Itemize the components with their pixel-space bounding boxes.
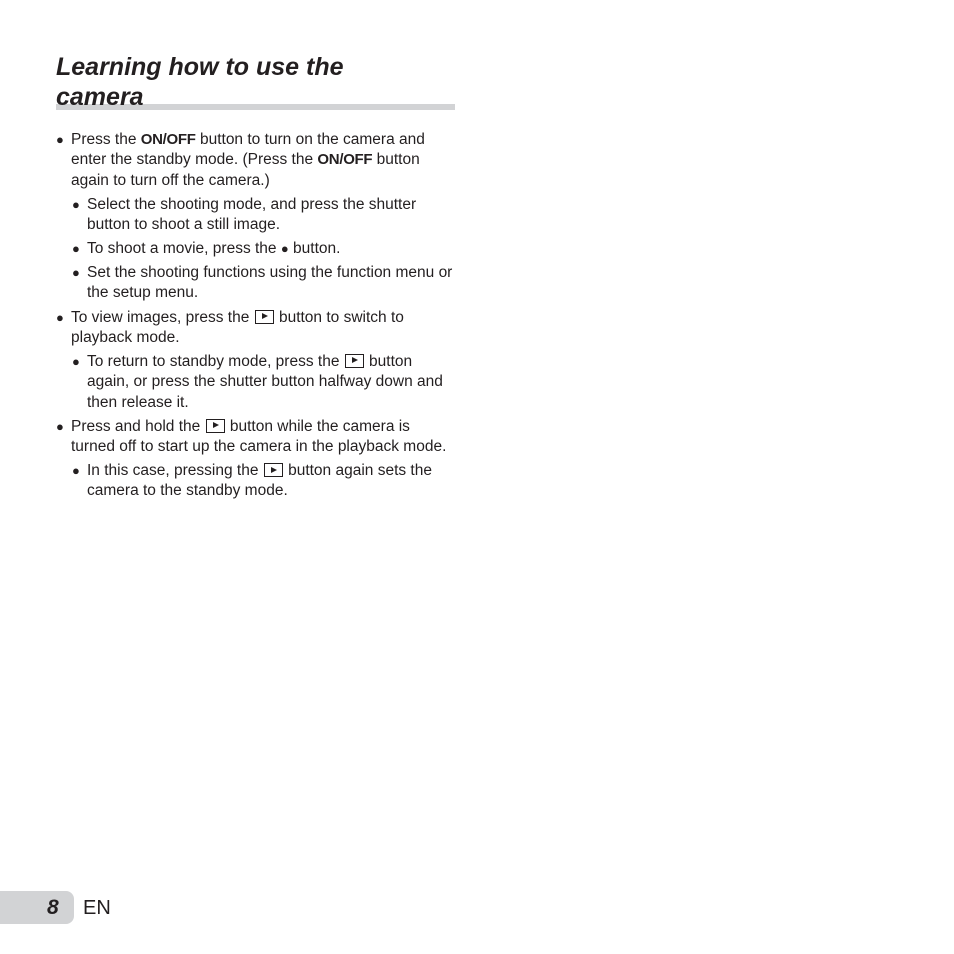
playback-button-icon xyxy=(264,463,283,477)
page-number: 8 xyxy=(47,896,59,919)
language-code: EN xyxy=(83,897,111,919)
bullet-icon: ● xyxy=(72,265,80,281)
bullet-icon: ● xyxy=(72,353,80,369)
on-off-button-label: ON/OFF xyxy=(317,151,373,169)
bullet-icon: ● xyxy=(56,309,64,325)
page-title xyxy=(56,52,456,112)
list-item-power: ● Press the ON/OFF button to turn on the camera and enter the standby mode. (Press the ON/OFF button again to turn off the camera.) xyxy=(56,131,425,189)
instruction-list xyxy=(56,130,458,505)
page-title-line-2: camera xyxy=(56,83,144,111)
list-item-press-and-hold: ● Press and hold the button while the camera is turned off to start up the camera in the playback mode. xyxy=(56,417,447,455)
bullet-icon: ● xyxy=(72,196,80,212)
list-item-return-standby: ● To return to standby mode, press the button again, or press the shutter button halfway down and then release it. xyxy=(72,352,443,411)
playback-button-icon xyxy=(255,310,274,324)
list-item-view-images: ● To view images, press the button to switch to playback mode. xyxy=(56,308,404,346)
section-header xyxy=(56,52,456,112)
playback-button-icon xyxy=(206,419,225,433)
bullet-icon: ● xyxy=(56,418,64,434)
playback-button-icon xyxy=(345,354,364,368)
movie-record-button-icon: ● xyxy=(280,241,289,257)
bullet-icon: ● xyxy=(72,241,80,257)
page-title-line-1: Learning how to use the xyxy=(56,53,344,81)
list-item-this-case: ● In this case, pressing the button again sets the camera to the standby mode. xyxy=(72,462,432,500)
list-item-shooting-functions: ● Set the shooting functions using the function menu or the setup menu. xyxy=(72,264,453,302)
list-item-shoot-movie: ● To shoot a movie, press the ● button. xyxy=(72,239,458,259)
on-off-button-label: ON/OFF xyxy=(140,131,196,148)
bullet-icon: ● xyxy=(72,463,80,479)
list-item-shoot-still: ● Select the shooting mode, and press the shutter button to shoot a still image. xyxy=(72,195,417,233)
page-number-tab xyxy=(0,891,74,924)
bullet-icon: ● xyxy=(56,132,64,147)
